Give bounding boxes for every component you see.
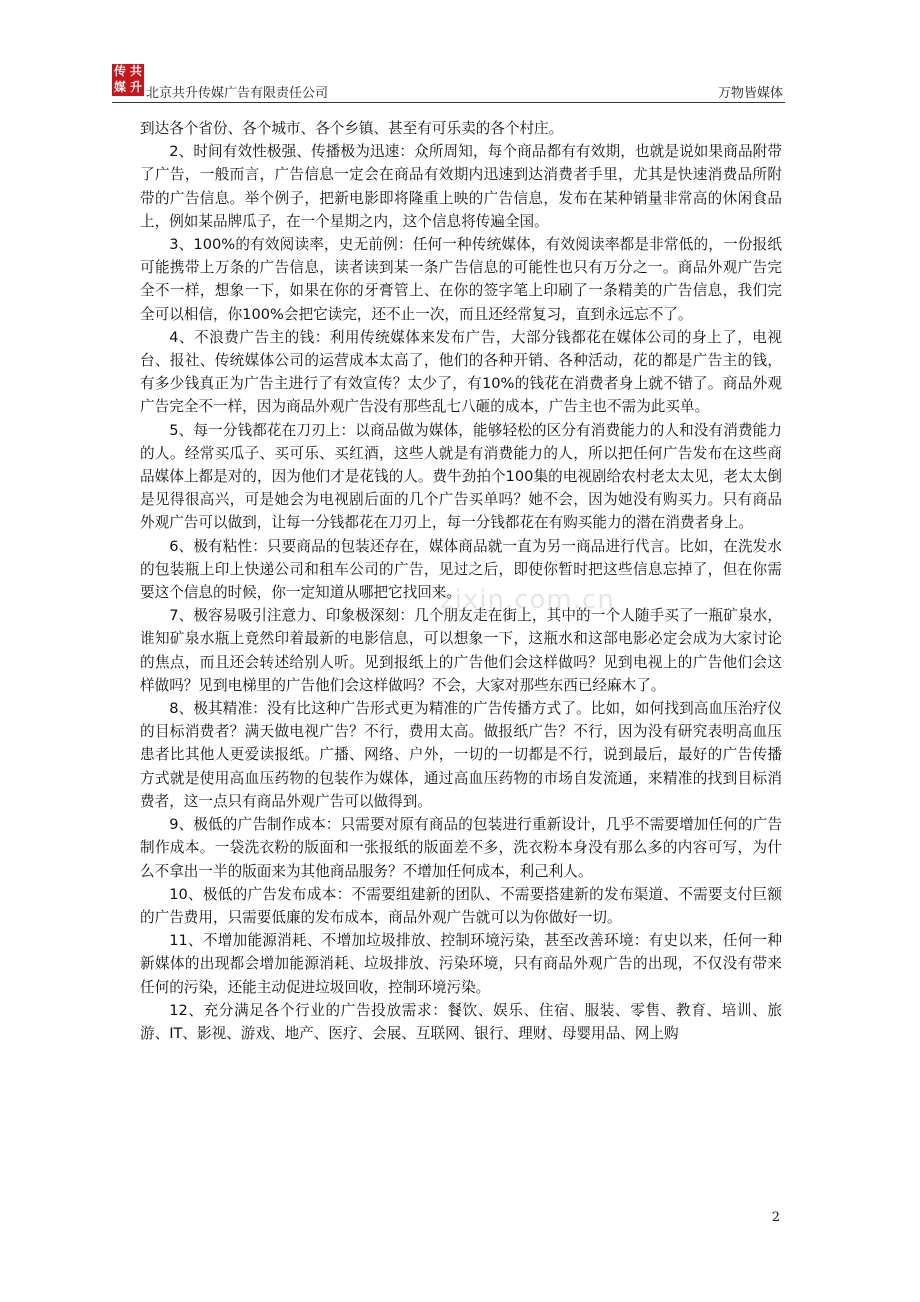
paragraph: 5、每一分钱都花在刀刃上：以商品做为媒体，能够轻松的区分有消费能力的人和没有消费能力的人。经常买瓜子、买可乐、买红酒，这些人就是有消费能力的人，所以把任何广告发布在这些商品媒体上都是对的，因为他们才是花钱的人。费牛劲拍个100集的电视剧给农村老太太见，老太太倒是见得很高兴，可是她会为电视剧后面的几个广告买单吗？她不会，因为她没有购买力。只有商品外观广告可以做到，让每一分钱都花在刀刃上，每一分钱都花在有购买能力的潜在消费者身上。	[140, 421, 782, 532]
company-logo	[112, 64, 144, 96]
document-body	[140, 117, 782, 1045]
header-slogan: 万物皆媒体	[717, 86, 783, 101]
paragraph: 7、极容易吸引注意力、印象极深刻：几个朋友走在街上，其中的一个人随手买了一瓶矿泉水，谁知矿泉水瓶上竟然印着最新的电影信息，可以想象一下，这瓶水和这部电影必定会成为大家讨论的焦点，而且还会转述给别人听。见到报纸上的广告他们会这样做吗？见到电视上的广告他们会这样做吗？见到电梯里的广告他们会这样做吗？不会，大家对那些东西已经麻木了。	[140, 607, 782, 694]
paragraph: 12、充分满足各个行业的广告投放需求：餐饮、娱乐、住宿、服装、零售、教育、培训、旅游、IT、影视、游戏、地产、医疗、会展、互联网、银行、理财、母婴用品、网上购	[140, 1001, 782, 1042]
paragraph: 到达各个省份、各个城市、各个乡镇、甚至有可乐卖的各个村庄。	[140, 120, 564, 137]
page-number: 2	[771, 1210, 780, 1225]
paragraph: 3、100%的有效阅读率，史无前例：任何一种传统媒体，有效阅读率都是非常低的，一份报纸可能携带上万条的广告信息，读者读到某一条广告信息的可能性也只有万分之一。商品外观广告完全不一样，想象一下，如果在你的牙膏管上、在你的签字笔上印刷了一条精美的广告信息，我们完全可以相信，你100%会把它读完，还不止一次，而且还经常复习，直到永远忘不了。	[140, 236, 782, 323]
logo-char: 传	[113, 64, 126, 78]
paragraph: 6、极有粘性：只要商品的包装还存在，媒体商品就一直为另一商品进行代言。比如，在洗发水的包装瓶上印上快递公司和租车公司的广告，见过之后，即使你暂时把这些信息忘掉了，但在你需要这个信息的时候，你一定知道从哪把它找回来。	[140, 537, 782, 602]
paragraph: 8、极其精准：没有比这种广告形式更为精准的广告传播方式了。比如，如何找到高血压治疗仪的目标消费者？满天做电视广告？不行，费用太高。做报纸广告？不行，因为没有研究表明高血压患者比其他人更爱读报纸。广播、网络、户外，一切的一切都是不行，说到最后，最好的广告传播方式就是使用高血压药物的包装作为媒体，通过高血压药物的市场自发流通，来精准的找到目标消费者，这一点只有商品外观广告可以做得到。	[140, 700, 782, 810]
logo-char: 共	[129, 64, 142, 78]
paragraph: 2、时间有效性极强、传播极为迅速：众所周知，每个商品都有有效期，也就是说如果商品附带了广告，一般而言，广告信息一定会在商品有效期内迅速到达消费者手里，尤其是快速消费品所附带的广告信息。举个例子，把新电影即将隆重上映的广告信息，发布在某种销量非常高的休闲食品上，例如某品牌瓜子，在一个星期之内，这个信息将传遍全国。	[140, 143, 782, 230]
logo-char: 升	[129, 80, 142, 94]
paragraph: 11、不增加能源消耗、不增加垃圾排放、控制环境污染，甚至改善环境：有史以来，任何一种新媒体的出现都会增加能源消耗、垃圾排放、污染环境，只有商品外观广告的出现，不仅没有带来任何的污染，还能主动促进垃圾回收，控制环境污染。	[140, 932, 782, 996]
paragraph: 10、极低的广告发布成本：不需要组建新的团队、不需要搭建新的发布渠道、不需要支付巨额的广告费用，只需要低廉的发布成本，商品外观广告就可以为你做好一切。	[140, 885, 782, 926]
paragraph: 9、极低的广告制作成本：只需要对原有商品的包装进行重新设计，几乎不需要增加任何的广告制作成本。一袋洗衣粉的版面和一张报纸的版面差不多，洗衣粉本身没有那么多的内容可写，为什么不拿出一半的版面来为其他商品服务？不增加任何成本，利己利人。	[140, 816, 782, 880]
watermark: zixin.com.cn	[440, 585, 615, 615]
company-name: 北京共升传媒广告有限责任公司	[146, 86, 329, 101]
paragraph: 4、不浪费广告主的钱：利用传统媒体来发布广告，大部分钱都花在媒体公司的身上了，电视台、报社、传统媒体公司的运营成本太高了，他们的各种开销、各种活动，花的都是广告主的钱，有多少钱真正为广告主进行了有效宣传？太少了，有10%的钱花在消费者身上就不错了。商品外观广告完全不一样，因为商品外观广告没有那些乱七八砸的成本，广告主也不需为此买单。	[140, 328, 782, 416]
logo-char: 媒	[113, 80, 126, 94]
page-header	[112, 60, 785, 103]
